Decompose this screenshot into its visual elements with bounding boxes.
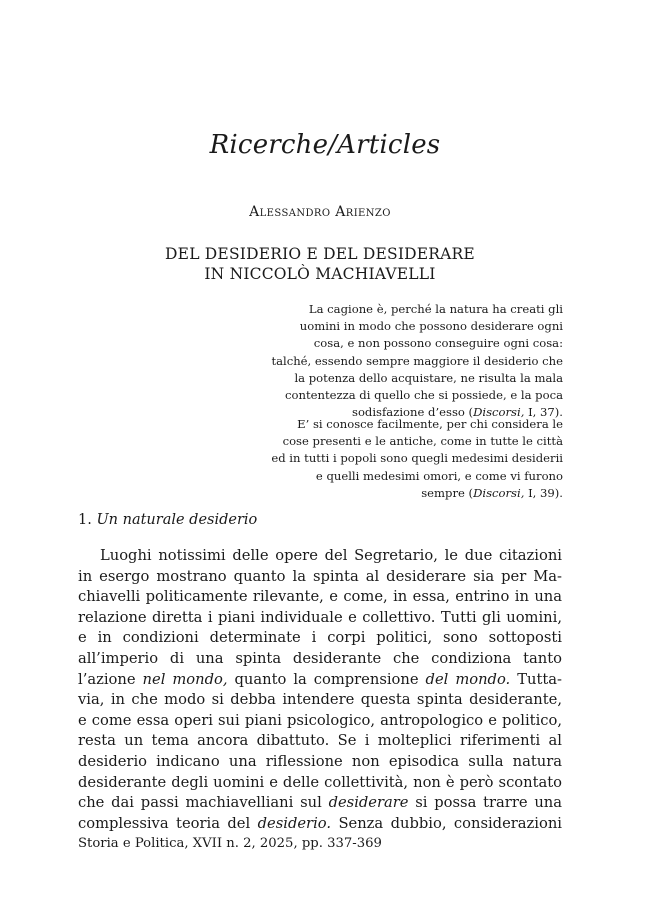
epigraph-line: La cagione è, perché la natura ha creati gli (308, 302, 563, 316)
body-text-run: Senza dubbio, considerazioni (331, 814, 562, 832)
body-italic-run: del mondo. (425, 670, 511, 688)
epigraph-source: Discorsi, (473, 405, 525, 420)
article-title (0, 244, 640, 284)
body-paragraph (78, 546, 562, 834)
body-line: relazione diretta i piani individuale e collettivo. Tutti gli uomini, (78, 608, 562, 626)
body-text-run: complessiva teoria del (78, 814, 258, 832)
body-text-run: Tutta- (510, 670, 562, 688)
body-line (78, 793, 562, 814)
epigraph-source: Discorsi, (473, 485, 525, 500)
epigraph-text: sempre ( (421, 485, 474, 500)
epigraph-source-ref: I, 37). (524, 405, 563, 420)
epigraph-line: ed in tutti i popoli sono quegli medesimi desiderii (271, 451, 563, 466)
body-line (78, 814, 562, 835)
section-heading (78, 512, 257, 528)
body-text-run: l’azione (78, 670, 143, 688)
body-line: e in condizioni determinate i corpi politici, sono sottoposti (78, 629, 562, 647)
author-name: Alessandro Arienzo (249, 204, 391, 220)
epigraph-line: E’ si conosce facilmente, per chi considera le (297, 417, 563, 431)
article-title-line-2: IN NICCOLÒ MACHIAVELLI (204, 265, 436, 283)
epigraph-citation-line (250, 485, 563, 502)
body-text-run: si possa trarre una (408, 794, 562, 812)
body-italic-run: desiderare (328, 794, 409, 812)
body-text-run: che dai passi machiavelliani sul (78, 794, 329, 812)
body-line: via, in che modo si debba intendere questa spinta desiderante, (78, 691, 562, 709)
body-line: desiderio indicano una riflessione non episodica sulla natura (78, 752, 562, 770)
epigraph-text: sodisfazione d’esso ( (352, 405, 474, 420)
epigraph-2 (250, 416, 563, 502)
article-title-line-1: DEL DESIDERIO E DEL DESIDERARE (165, 245, 475, 263)
epigraph-source-ref: I, 39). (524, 485, 563, 500)
epigraph-line: e quelli medesimi omori, e come vi furono (315, 468, 563, 483)
section-title: Ricerche/Articles (209, 130, 441, 160)
body-line: resta un tema ancora dibattuto. Se i molteplici riferimenti al (78, 732, 562, 750)
body-line: e come essa operi sui piani psicologico, antropologico e politico, (78, 711, 562, 729)
body-line: chiavelli politicamente rilevante, e come, in essa, entrino in una (78, 588, 562, 606)
epigraph-line: contentezza di quello che si possiede, e la poca (285, 388, 563, 403)
body-italic-run: nel mondo, (142, 670, 228, 688)
body-text-run: quanto la comprensione (227, 670, 426, 688)
section-heading-text: Un naturale desiderio (96, 512, 258, 528)
body-line: in esergo mostrano quanto la spinta al desiderare sia per Ma- (78, 567, 562, 585)
body-line (78, 670, 562, 691)
page-footer: Storia e Politica, XVII n. 2, 2025, pp. 337-369 (78, 836, 382, 851)
section-number: 1. (78, 512, 97, 528)
body-line: desiderante degli uomini e delle collettività, non è però scontato (78, 773, 562, 791)
body-italic-run: desiderio. (257, 814, 332, 832)
epigraph-1 (250, 301, 563, 421)
epigraph-line: uomini in modo che possono desiderare ogni (299, 319, 563, 334)
body-line: all’imperio di una spinta desiderante che condiziona tanto (78, 649, 562, 667)
body-line: Luoghi notissimi delle opere del Segretario, le due citazioni (100, 547, 562, 564)
epigraph-line: cosa, e non possono conseguire ogni cosa: (313, 336, 563, 351)
epigraph-line: cose presenti e le antiche, come in tutte le città (282, 434, 563, 449)
epigraph-line: la potenza dello acquistare, ne risulta la mala (294, 370, 563, 385)
epigraph-line: talché, essendo sempre maggiore il desiderio che (271, 353, 563, 368)
